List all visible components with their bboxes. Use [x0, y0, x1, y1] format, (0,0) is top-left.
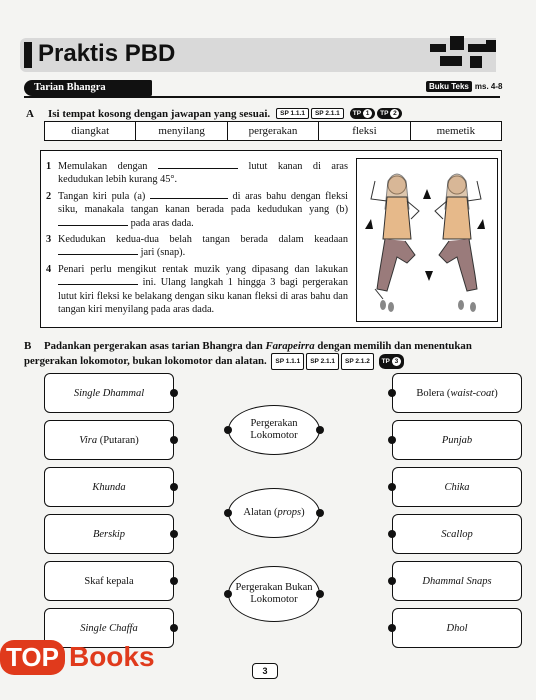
part-a-heading: [26, 104, 402, 122]
match-dot[interactable]: [316, 590, 324, 598]
match-dot[interactable]: [170, 577, 178, 585]
right-item[interactable]: Scallop: [392, 514, 522, 554]
left-item[interactable]: Skaf kepala: [44, 561, 174, 601]
category-lokomotor: Pergerakan Lokomotor: [228, 405, 320, 455]
match-dot[interactable]: [170, 483, 178, 491]
section-rule: [24, 96, 500, 98]
answer-blank[interactable]: [58, 284, 138, 285]
match-dot[interactable]: [170, 436, 178, 444]
sp-tag: SP 1.1.1: [271, 353, 304, 370]
page-number: 3: [252, 663, 278, 679]
category-alatan: Alatan ( props ): [228, 488, 320, 538]
answer-blank[interactable]: [58, 254, 138, 255]
left-item[interactable]: Khunda: [44, 467, 174, 507]
left-item[interactable]: Vira (Putaran): [44, 420, 174, 460]
left-item[interactable]: Single Dhammal: [44, 373, 174, 413]
word-bank-item: diangkat: [71, 125, 110, 137]
header-pixel-decoration: [470, 56, 482, 68]
statement-4: 4 Penari perlu mengikut rentak muzik yang dipasang dan lakukan ini. Ulang langkah 1 hingga 3 bagi pergerakan lutut kiri fleksi ke belakang dengan siku kanan fleksi di aras bahu dan tangan kiri menyilang pada aras dada.: [46, 263, 348, 316]
tp-badge: TP 2: [377, 108, 402, 119]
match-dot[interactable]: [224, 590, 232, 598]
right-item[interactable]: Dhol: [392, 608, 522, 648]
left-item[interactable]: Single Chaffa: [44, 608, 174, 648]
right-item[interactable]: Chika: [392, 467, 522, 507]
sp-tag: SP 2.1.2: [341, 353, 374, 370]
sp-tag: SP 2.1.1: [311, 108, 344, 119]
match-dot[interactable]: [388, 530, 396, 538]
left-item[interactable]: Ber skip: [44, 514, 174, 554]
page-title: Praktis PBD: [38, 40, 176, 67]
header-pixel-decoration: [440, 56, 462, 66]
statement-2: 2 Tangan kiri pula (a) di aras bahu dengan fleksi siku, manakala tangan kanan berada pada kedudukan yang (b) pada aras dada.: [46, 190, 349, 229]
sp-tag: SP 1.1.1: [276, 108, 309, 119]
match-dot[interactable]: [170, 389, 178, 397]
match-dot[interactable]: [388, 577, 396, 585]
right-item[interactable]: Bolera ( waist-coat ): [392, 373, 522, 413]
match-dot[interactable]: [224, 509, 232, 517]
part-b-letter: B: [24, 340, 32, 352]
part-a-instruction: Isi tempat kosong dengan jawapan yang sesuai.: [47, 108, 271, 120]
section-label: Tarian Bhangra: [24, 80, 152, 96]
category-bukan-lokomotor: Pergerakan Bukan Lokomotor: [228, 566, 320, 622]
header-pixel-decoration: [430, 44, 446, 52]
tp-badge: TP 1: [350, 108, 375, 119]
book-pages: ms. 4-8: [474, 82, 503, 91]
tp-badge: TP 3: [379, 354, 404, 369]
part-b-heading: B Padankan pergerakan asas tarian Bhangra dan Farapeirra dengan memilih dan menentukan pergerakan lokomotor, bukan lokomotor dan alatan. SP 1.1.1 SP 2.1.1 SP 2.1.2 TP 3: [24, 340, 504, 370]
match-dot[interactable]: [388, 483, 396, 491]
dancers-image: [357, 159, 497, 321]
topbooks-watermark: TOP Books: [0, 640, 155, 675]
right-item[interactable]: Punjab: [392, 420, 522, 460]
word-bank-item: fleksi: [318, 122, 409, 140]
part-a-letter: A: [26, 108, 34, 120]
match-dot[interactable]: [224, 426, 232, 434]
match-dot[interactable]: [388, 389, 396, 397]
header-pixel-decoration: [486, 40, 496, 50]
match-dot[interactable]: [170, 530, 178, 538]
header-accent-bar: [24, 42, 32, 68]
answer-blank[interactable]: [58, 225, 128, 226]
word-bank-item: menyilang: [135, 122, 226, 140]
match-dot[interactable]: [170, 624, 178, 632]
match-dot[interactable]: [388, 624, 396, 632]
right-item[interactable]: Dhammal Snaps: [392, 561, 522, 601]
match-dot[interactable]: [316, 426, 324, 434]
statement-1: 1 Memulakan dengan lutut kanan di aras kedudukan lebih kurang 45°.: [46, 161, 349, 186]
header-pixel-decoration: [450, 36, 464, 50]
statement-3: 3 Kedudukan kedua-dua belah tangan berada dalam keadaan jari (snap).: [46, 234, 348, 259]
answer-blank[interactable]: [150, 198, 228, 199]
answer-blank[interactable]: [158, 168, 238, 169]
dancer-illustration: [356, 158, 498, 322]
word-bank: [44, 121, 502, 141]
statements-list: [46, 160, 348, 319]
word-bank-item: memetik: [410, 122, 501, 140]
match-dot[interactable]: [388, 436, 396, 444]
sp-tag: SP 2.1.1: [306, 353, 339, 370]
book-reference: [426, 82, 502, 91]
match-dot[interactable]: [316, 509, 324, 517]
book-tag: Buku Teks: [426, 81, 472, 92]
word-bank-item: pergerakan: [227, 122, 318, 140]
